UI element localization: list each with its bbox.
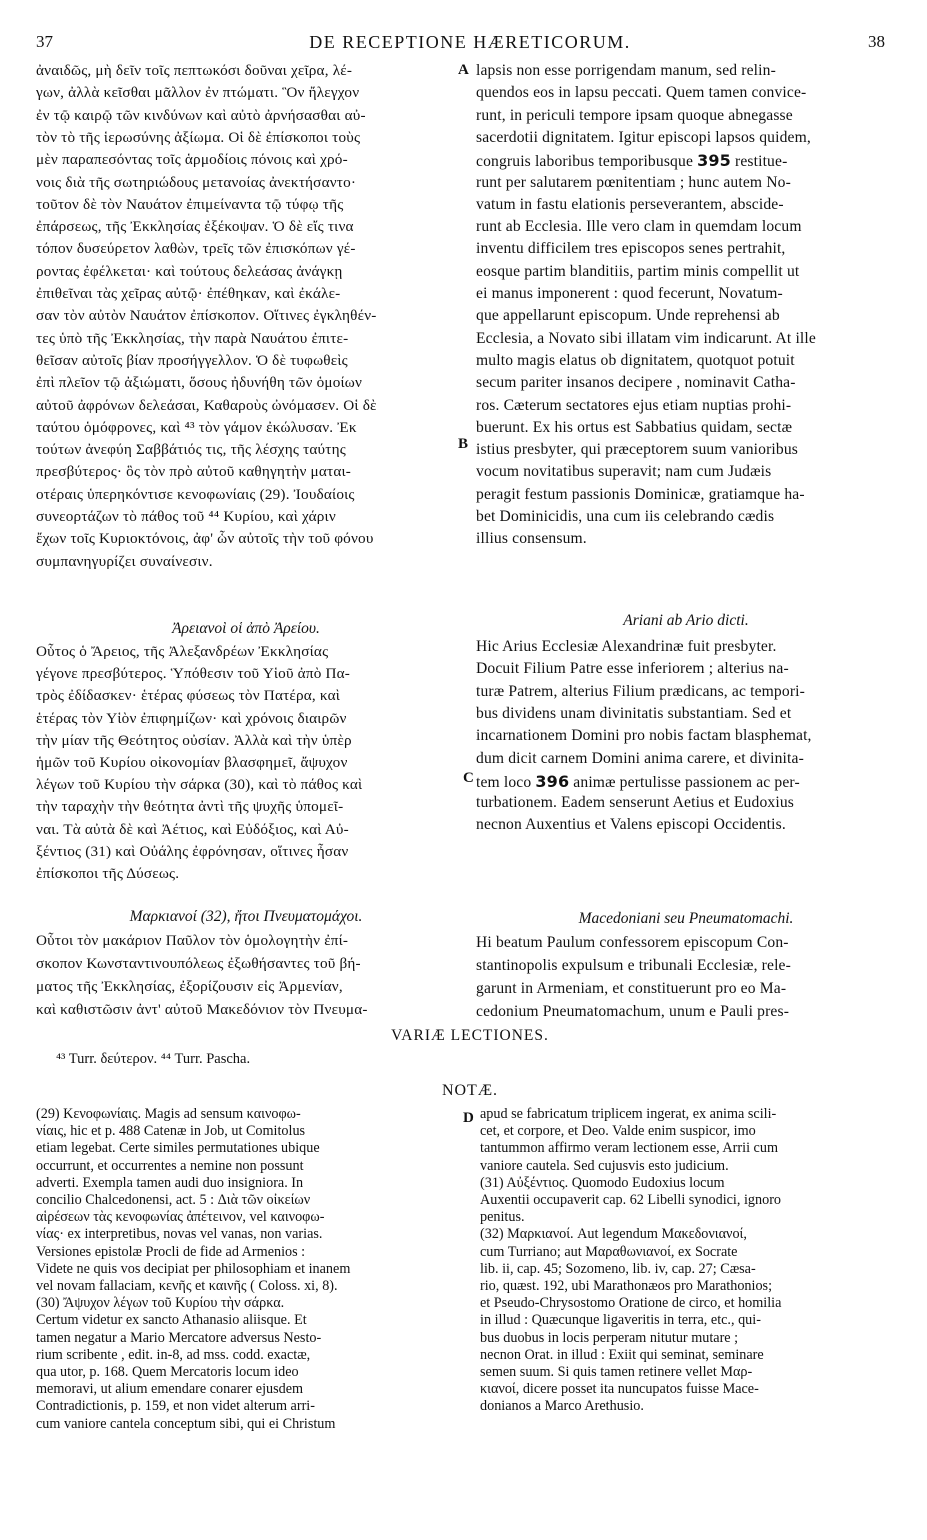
text-line: Οὗτοι τὸν μακάριον Παῦλον τὸν ὁμολογητὴν ἐπί- (36, 932, 349, 949)
text-line: Auxentii occupaverit cap. 62 Libelli synodici, ignoro (480, 1192, 782, 1208)
text-line: vel novam fallaciam, κενῆς et καινῆς ( Coloss. xi, 8). (36, 1278, 338, 1294)
text-line: λέγων τοῦ Κυρίου τὴν σάρκα (30), καὶ τὸ πάθος καὶ (36, 776, 363, 794)
greek-heading-macedonians: Μαρκιανοί (32), ἤτοι Πνευματομάχοι. (129, 908, 363, 925)
text-line: inventu difficilem tres episcopos senes pertrahit, (476, 240, 786, 258)
text-line: τούτων ἀνεφύη Σαββάτιός τις, τῆς λέσχης ταύτης (36, 441, 346, 459)
text-line: rium scribente , edit. in-8, ad mss. codd. exactæ, (36, 1346, 311, 1363)
text-line: νίαις, hic et p. 488 Catenæ in Job, ut Comitolus (36, 1123, 306, 1140)
margin-marker-c: C (463, 770, 474, 786)
text-line: buerunt. Ex his ortus est Sabbatius quidam, sectæ (476, 418, 793, 436)
margin-marker-d: D (463, 1110, 474, 1126)
text-line: secum pariter insanos decipere , nominavit Catha- (476, 374, 796, 392)
text-line: γων, ἀλλὰ κεῖσθαι μᾶλλον ἐν πτώματι. Ὃν ἤλεγχον (36, 84, 360, 102)
text-line: ἐπὶ πλεῖον τῷ ἀξιώματι, ὅσους ἠδυνήθη τῶν ὁμοίων (36, 374, 363, 392)
variae-lectiones-title: VARIÆ LECTIONES. (391, 1027, 549, 1044)
text-line: ροντας ἐφέλκεται· καὶ τούτους δελεάσας ἀνάγκῃ (36, 262, 343, 280)
text-line: ἐν τῷ καιρῷ τῶν κινδύνων καὶ αὐτὸ ἀρνήσασθαι αὐ- (36, 106, 366, 124)
text-line: ros. Cæterum sectatores ejus etiam nuptias prohi- (476, 396, 792, 414)
latin-heading-arians: Ariani ab Ario dicti. (623, 612, 749, 629)
text-line: concilio Chalcedonensi, act. 5 : Διὰ τῶν οἰκείων (36, 1192, 311, 1208)
text-line: cedonium Pneumatomachum, unum e Pauli pres- (476, 1003, 790, 1020)
text-line: (32) Μαρκιανοί. Aut legendum Μακεδονιανοί, (480, 1226, 747, 1243)
text-line: stantinopolis expulsum e tribunali Ecclesiæ, rele- (476, 957, 791, 974)
text-line: quendos eos in lapsu peccati. Quem tamen convice- (476, 84, 807, 102)
text-line: illius consensum. (476, 530, 587, 548)
text-line: vaniore cautela. Sed cujusvis esto judicium. (480, 1157, 729, 1174)
text-line: Versiones epistolæ Procli de fide ad Armenios : (36, 1243, 306, 1260)
text-line: vatum in fastu elationis perseverantem, abscide- (476, 195, 784, 213)
text-line: τὴν μίαν τῆς Θεότητος οὐσίαν. Ἀλλὰ καὶ τὴν ὑπὲρ (36, 731, 352, 749)
text-line: tamen negatur a Mario Mercatore adversus Nesto- (36, 1329, 322, 1346)
text-line: συνεορτάζων τὸ πάθος τοῦ ⁴⁴ Κυρίου, καὶ χάριν (36, 508, 336, 525)
text-line: ἐπάρσεως, τῆς Ἐκκλησίας ἐξέκοψαν. Ὁ δὲ εἴς τινα (36, 218, 354, 236)
text-line: cum Turriano; aut Μαραθωνιανοί, ex Socrate (480, 1243, 738, 1260)
text-line: αὐτοῦ ἀφρόνων δελεάσαι, Καθαροὺς ὠνόμασεν. Οἱ δὲ (36, 396, 377, 414)
text-line: occurrunt, et occurrentes a nemine non possunt (36, 1157, 304, 1174)
text-line: peragit festum passionis Dominicæ, gratiamque ha- (476, 485, 805, 503)
text-line: runt, in periculi tempore ipsam quoque abnegasse (476, 106, 793, 124)
text-line: tantummon affirmo veram lectionem esse, Arrii cum (480, 1140, 778, 1157)
text-line: ναι. Τὰ αὐτὰ δὲ καὶ Ἀέτιος, καὶ Εὐδόξιος, καὶ Αὐ- (36, 820, 349, 838)
text-line: semen suum. Si quis tamen retinere vellet Μαρ- (480, 1364, 753, 1380)
text-line: (29) Κενοφωνίαις. Magis ad sensum καινοφω- (36, 1106, 301, 1122)
text-line: cet, et corpore, et Deo. Valde enim suspicor, imo (480, 1123, 756, 1140)
text-line: θεῖσαν αὐτοῖς βίαν προσήγγελλον. Ὁ δὲ τυφωθεὶς (36, 351, 348, 369)
text-line: τες ὑπὸ τῆς Ἐκκλησίας, τὴν παρὰ Ναυάτου ἐπιτε- (36, 329, 349, 347)
running-title: DE RECEPTIONE HÆRETICORUM. (309, 32, 631, 52)
text-line: οτέραις ὑπερηκόντισε κενοφωνίαις (29). Ἰουδαίοις (36, 485, 355, 503)
text-line: Contradictionis, p. 159, et non videt alterum arri- (36, 1398, 315, 1415)
page-number-left: 37 (36, 32, 53, 51)
text-line: αἱρέσεων τὰς κενοφωνίας ἀπέτεινον, vel καινοφω- (36, 1209, 325, 1226)
text-line: penitus. (480, 1209, 525, 1226)
text-line: que appellarunt episcopum. Unde reprehensi ab (476, 307, 780, 325)
text-line: τόπον δυσεύρετον λαθὼν, τρεῖς τῶν ἐπισκόπων γέ- (36, 240, 356, 258)
text-line: incarnationem Domini pro nobis factam blasphemat, (476, 727, 812, 745)
text-line: vocum novitatibus superavit; nam cum Judæis (476, 463, 772, 481)
text-line: lapsis non esse porrigendam manum, sed relin- (476, 62, 776, 79)
page-number-right: 38 (868, 32, 885, 51)
greek-heading-arians: Ἀρειανοὶ οἱ ἀπὸ Ἀρείου. (172, 620, 320, 637)
text-line: bus duobus in locis perperam nitutur mutare ; (480, 1329, 739, 1346)
text-line: ξέντιος (31) καὶ Οὐάλης ἐφρόνησαν, οἵτινες ἦσαν (36, 842, 349, 860)
text-line: tem loco 396 animæ pertulisse passionem ac per- (476, 771, 800, 791)
column-marker-number: 396 (535, 771, 570, 791)
text-line: τρὸς ἐδίδασκεν· ἑτέρας φύσεως τὸν Πατέρα, καὶ (36, 687, 341, 705)
latin-heading-macedonians: Macedoniani seu Pneumatomachi. (578, 910, 794, 927)
text-line: turæ Patrem, alterius Filium prædicans, ac tempori- (476, 682, 805, 700)
text-line: Docuit Filium Patre esse inferiorem ; alterius na- (476, 660, 789, 678)
text-line: donianos a Marco Arethusio. (480, 1398, 644, 1415)
text-line: runt ab Ecclesia. Ille vero clam in quemdam locum (476, 218, 802, 236)
text-line: Hi beatum Paulum confessorem episcopum Con- (476, 934, 789, 951)
text-line: lib. ii, cap. 45; Sozomeno, lib. iv, cap. 27; Cæsa- (480, 1260, 756, 1277)
variae-lectiones-line: ⁴³ Turr. δεύτερον. ⁴⁴ Turr. Pascha. (56, 1051, 251, 1067)
text-line: etiam legebat. Certe similes permutationes ubique (36, 1140, 320, 1157)
text-line: eosque partim blanditiis, partim minis compellit ut (476, 262, 800, 280)
text-line: necnon Auxentius et Valens episcopi Occidentis. (476, 816, 786, 834)
text-line: ἑτέρας τὸν Υἱὸν ἐπιφημίζων· καὶ χρόνοις διαιρῶν (36, 709, 347, 727)
text-line: τοῦτον δὲ τὸν Ναυάτον ἐπιμείναντα τῷ τύφῳ τῆς (36, 195, 344, 213)
text-line: rio, quæst. 192, ubi Marathonæos pro Marathonios; (480, 1278, 773, 1294)
margin-marker-a: A (458, 62, 469, 78)
text-line: et Pseudo-Chrysostomo Oratione de circo, et homilia (480, 1295, 782, 1312)
margin-marker-b: B (458, 436, 469, 452)
text-line: ταύτου ὁμόφρονες, καὶ ⁴³ τὸν γάμον ἐκώλυσαν. Ἐκ (36, 418, 357, 436)
text-line: ματος τῆς Ἐκκλησίας, ἐξορίζουσιν εἰς Ἀρμενίαν, (36, 978, 343, 995)
text-line: Certum videtur ex sancto Athanasio aliisque. Et (36, 1312, 307, 1329)
text-line: sacerdotii dignitatem. Igitur episcopi lapsos quidem, (476, 128, 811, 146)
text-line: runt per salutarem pœnitentiam ; hunc autem No- (476, 173, 791, 191)
text-line: garunt in Armeniam, et constituerunt pro eo Ma- (476, 980, 787, 997)
text-line: Οὗτος ὁ Ἄρειος, τῆς Ἀλεξανδρέων Ἐκκλησίας (36, 643, 329, 660)
text-line: τὸν τὸ τῆς ἱερωσύνης ἀξίωμα. Οἱ δὲ ἐπίσκοποι τοὺς (36, 128, 361, 146)
text-line: ei manus imponerent : quod fecerunt, Novatum- (476, 285, 783, 302)
text-line: συμπανηγυρίζει συναίνεσιν. (36, 552, 213, 570)
text-line: ἡμῶν τοῦ Κυρίου οἰκονομίαν βλασφημεῖ, ἄψυχον (36, 754, 348, 771)
notae-title: NOTÆ. (441, 1082, 499, 1099)
text-line: κιανοί, dicere posset ita nuncupatos fuisse Mace- (480, 1381, 759, 1398)
text-line: in illud : Quæcunque ligaveritis in terra, etc., qui- (480, 1312, 761, 1329)
text-line: qua utor, p. 168. Quem Mercatoris locum ideo (36, 1364, 299, 1380)
text-line: ἐπίσκοποι τῆς Δύσεως. (36, 865, 180, 882)
text-line: Videte ne quis vos decipiat per philosophiam et inanem (36, 1260, 351, 1277)
text-line: istius presbyter, qui præceptorem suum vanioribus (476, 441, 799, 459)
text-line: γέγονε πρεσβύτερος. Ὑπόθεσιν τοῦ Υἱοῦ ἀπὸ Πα- (36, 665, 351, 683)
text-line: μὲν παραπεσόντας τοῖς ἁρμοδίοις πόνοις καὶ χρό- (36, 151, 348, 169)
text-line: (30) Ἄψυχον λέγων τοῦ Κυρίου τὴν σάρκα. (36, 1295, 285, 1312)
text-line: bet Dominicidis, una cum iis celebrando cædis (476, 508, 775, 525)
text-line: Hic Arius Ecclesiæ Alexandrinæ fuit presbyter. (476, 638, 777, 655)
text-line: adverti. Exempla tamen audi duo insigniora. In (36, 1174, 304, 1191)
text-line: σαν τὸν αὐτὸν Ναυάτον ἐπίσκοπον. Οἵτινες ἐγκληθέν- (36, 307, 377, 325)
text-line: congruis laboribus temporibusque 395 restitue- (476, 151, 788, 171)
text-line: cum vaniore cantela conceptum sibi, qui ei Christum (36, 1415, 336, 1432)
text-line: necnon Orat. in illud : Exiit qui seminat, seminare (480, 1346, 764, 1363)
text-line: ἀναιδῶς, μὴ δεῖν τοῖς πεπτωκόσι δοῦναι χεῖρα, λέ- (36, 62, 353, 79)
text-line: bus dividens unam divinitatis substantiam. Sed et (476, 704, 792, 722)
column-marker-number: 395 (697, 151, 731, 171)
text-line: (31) Αὐξέντιος. Quomodo Eudoxius locum (480, 1174, 725, 1191)
text-line: memoravi, ut alium emendare conarer ejusdem (36, 1381, 304, 1398)
text-line: turbationem. Eadem senserunt Aetius et Eudoxius (476, 794, 794, 812)
text-line: dum dicit carnem Domini anima carere, et divinita- (476, 749, 804, 767)
text-line: apud se fabricatum triplicem ingerat, ex anima scili- (480, 1106, 777, 1122)
text-line: πρεσβύτερος· ὃς τὸν πρὸ αὐτοῦ καθηγητὴν μαται- (36, 463, 352, 481)
text-line: νοις διὰ τῆς σωτηριώδους μετανοίας ἀνεκτήσαντο· (36, 173, 357, 191)
text-line: σκοπον Κωνσταντινουπόλεως ἐξωθήσαντες τοῦ βή- (36, 955, 361, 972)
text-line: multo magis elatus ob dignitatem, quotquot potuit (476, 351, 795, 369)
text-line: Ecclesia, a Novato sibi illatam vim indicarunt. At ille (476, 329, 816, 347)
text-line: καὶ καθιστῶσιν ἀντ' αὐτοῦ Μακεδόνιον τὸν Πνευμα- (36, 1001, 368, 1018)
text-line: ἔχων τοῖς Κυριοκτόνοις, ἀφ' ὧν αὐτοῖς τὴν τοῦ φόνου (36, 530, 374, 548)
text-line: τὴν ταραχὴν τὴν θεότητα ἀντὶ τῆς ψυχῆς ὑπομεῖ- (36, 798, 344, 816)
text-line: νίας· ex interpretibus, novas vel vanas, non varias. (36, 1226, 323, 1243)
text-line: ἐπιθεῖναι τὰς χεῖρας αὐτῷ· ἐπέθηκαν, καὶ ἐκάλε- (36, 285, 341, 302)
